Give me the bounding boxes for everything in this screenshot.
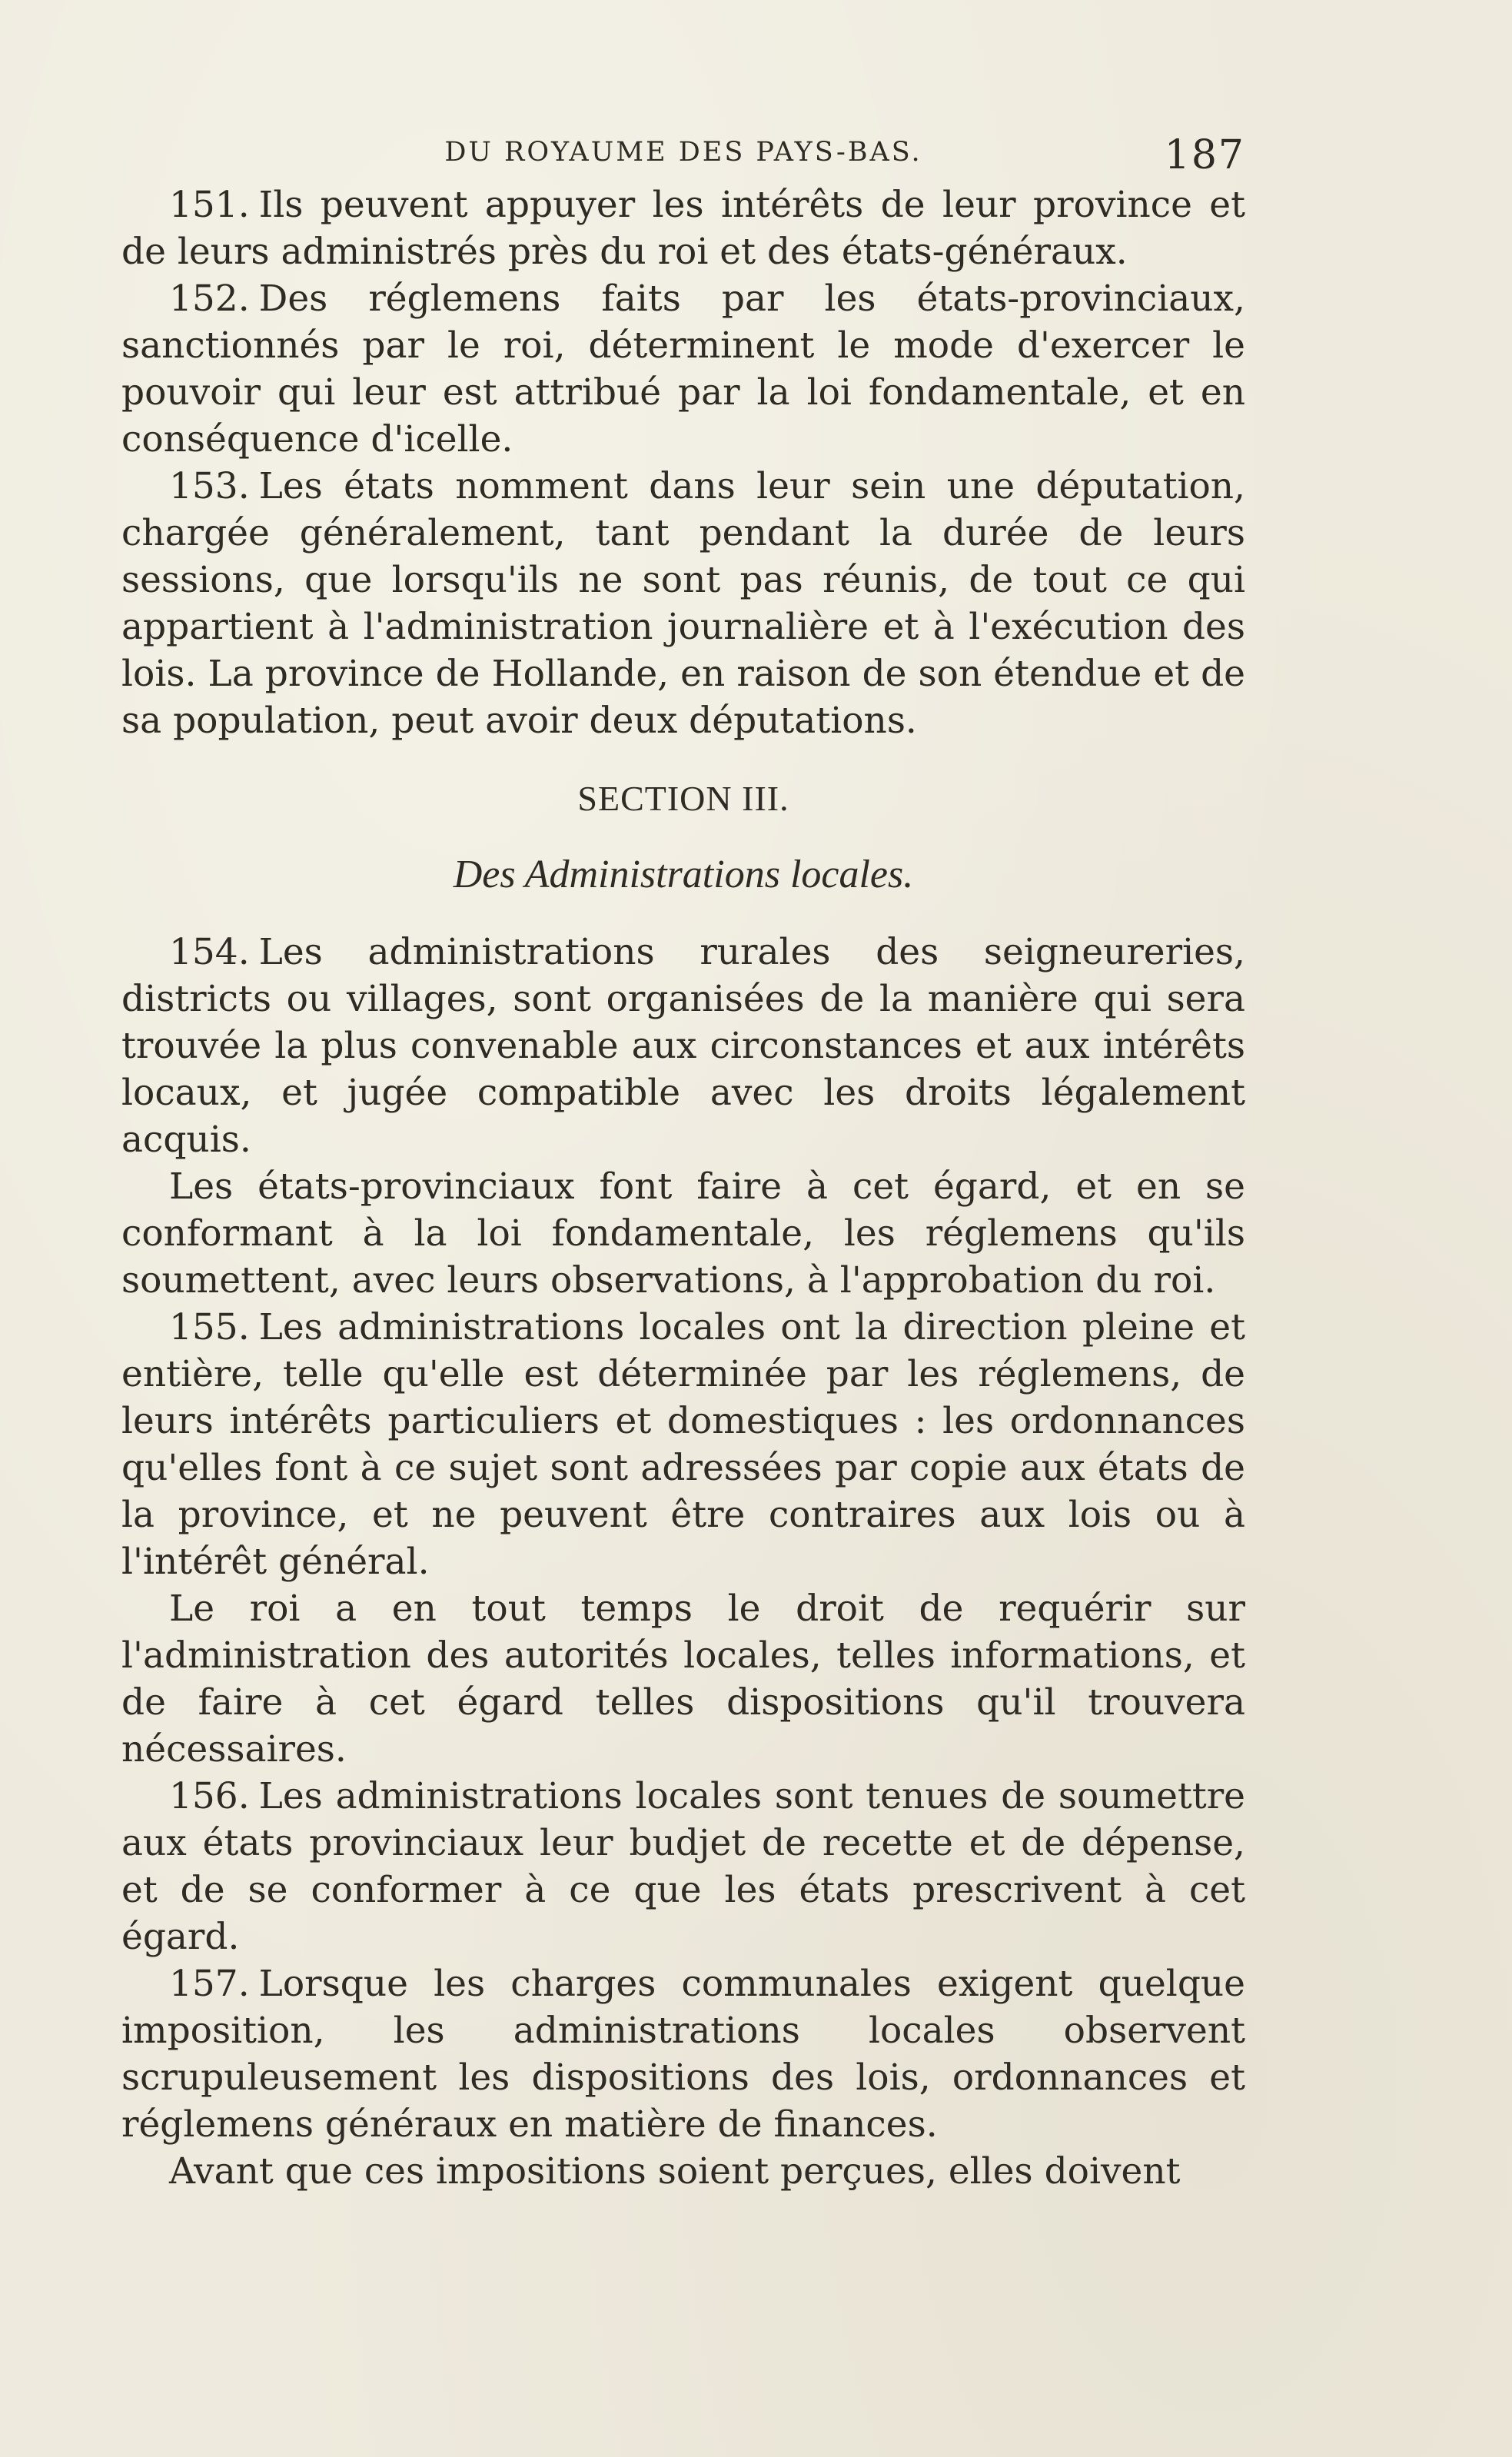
article-154-continuation	[121, 1163, 1245, 1304]
article-number: 155.	[169, 1306, 250, 1348]
article-text: Les administrations rurales des seigneureries, districts ou villages, sont organisées de la manière qui sera trouvée la plus convenable aux circonstances et aux intérêts locaux, et jugée compatible avec les droits légalement acquis.	[121, 931, 1245, 1161]
article-157	[121, 1960, 1245, 2148]
article-156	[121, 1773, 1245, 1960]
article-155	[121, 1304, 1245, 1585]
article-153	[121, 463, 1245, 744]
article-number: 157.	[169, 1963, 250, 2005]
article-number: 152.	[169, 278, 250, 320]
paragraph-text: Les états-provinciaux font faire à cet égard, et en se conformant à la loi fondamentale, les réglemens qu'ils soumettent, avec leurs observations, à l'approbation du roi.	[121, 1165, 1245, 1302]
paragraph-text: Le roi a en tout temps le droit de requérir sur l'administration des autorités locales, telles informations, et de faire à cet égard telles dispositions qu'il trouvera nécessaires.	[121, 1588, 1245, 1770]
article-text: Ils peuvent appuyer les intérêts de leur province et de leurs administrés près du roi et des états-généraux.	[121, 184, 1245, 273]
article-155-continuation	[121, 1585, 1245, 1773]
article-text: Les administrations locales sont tenues de soumettre aux états provinciaux leur budjet de recette et de dépense, et de se conformer à ce que les états prescrivent à cet égard.	[121, 1775, 1245, 1958]
running-head: DU ROYAUME DES PAYS-BAS.	[444, 137, 922, 168]
article-154	[121, 929, 1245, 1163]
article-157-continuation	[121, 2148, 1245, 2195]
lower-text-block	[121, 929, 1245, 2195]
paragraph-text: Avant que ces impositions soient perçues, elles doivent	[169, 2150, 1181, 2193]
article-number: 153.	[169, 465, 250, 507]
article-text: Les états nomment dans leur sein une députation, chargée généralement, tant pendant la durée de leurs sessions, que lorsqu'ils ne sont pas réunis, de tout ce qui appartient à l'administration journalière et à l'exécution des lois. La province de Hollande, en raison de son étendue et de sa population, peut avoir deux députations.	[121, 465, 1245, 742]
article-number: 151.	[169, 184, 250, 226]
page-header	[121, 132, 1245, 178]
article-text: Lorsque les charges communales exigent quelque imposition, les administrations locales observent scrupuleusement les dispositions des lois, ordonnances et réglemens généraux en matière de finances.	[121, 1963, 1245, 2146]
article-text: Des réglemens faits par les états-provinciaux, sanctionnés par le roi, déterminent le mode d'exercer le pouvoir qui leur est attribué par la loi fondamentale, et en conséquence d'icelle.	[121, 278, 1245, 460]
article-152	[121, 275, 1245, 463]
article-number: 156.	[169, 1775, 250, 1817]
article-151	[121, 181, 1245, 275]
article-number: 154.	[169, 931, 250, 973]
upper-text-block	[121, 181, 1245, 744]
section-title: SECTION III.	[577, 779, 789, 818]
section-subtitle: Des Administrations locales.	[453, 853, 914, 896]
article-text: Les administrations locales ont la direction pleine et entière, telle qu'elle est déterminée par les réglemens, de leurs intérêts particuliers et domestiques : les ordonnances qu'elles font à ce sujet sont adressées par copie aux états de la province, et ne peuvent être contraires aux lois ou à l'intérêt général.	[121, 1306, 1245, 1583]
page-number: 187	[1164, 132, 1245, 178]
